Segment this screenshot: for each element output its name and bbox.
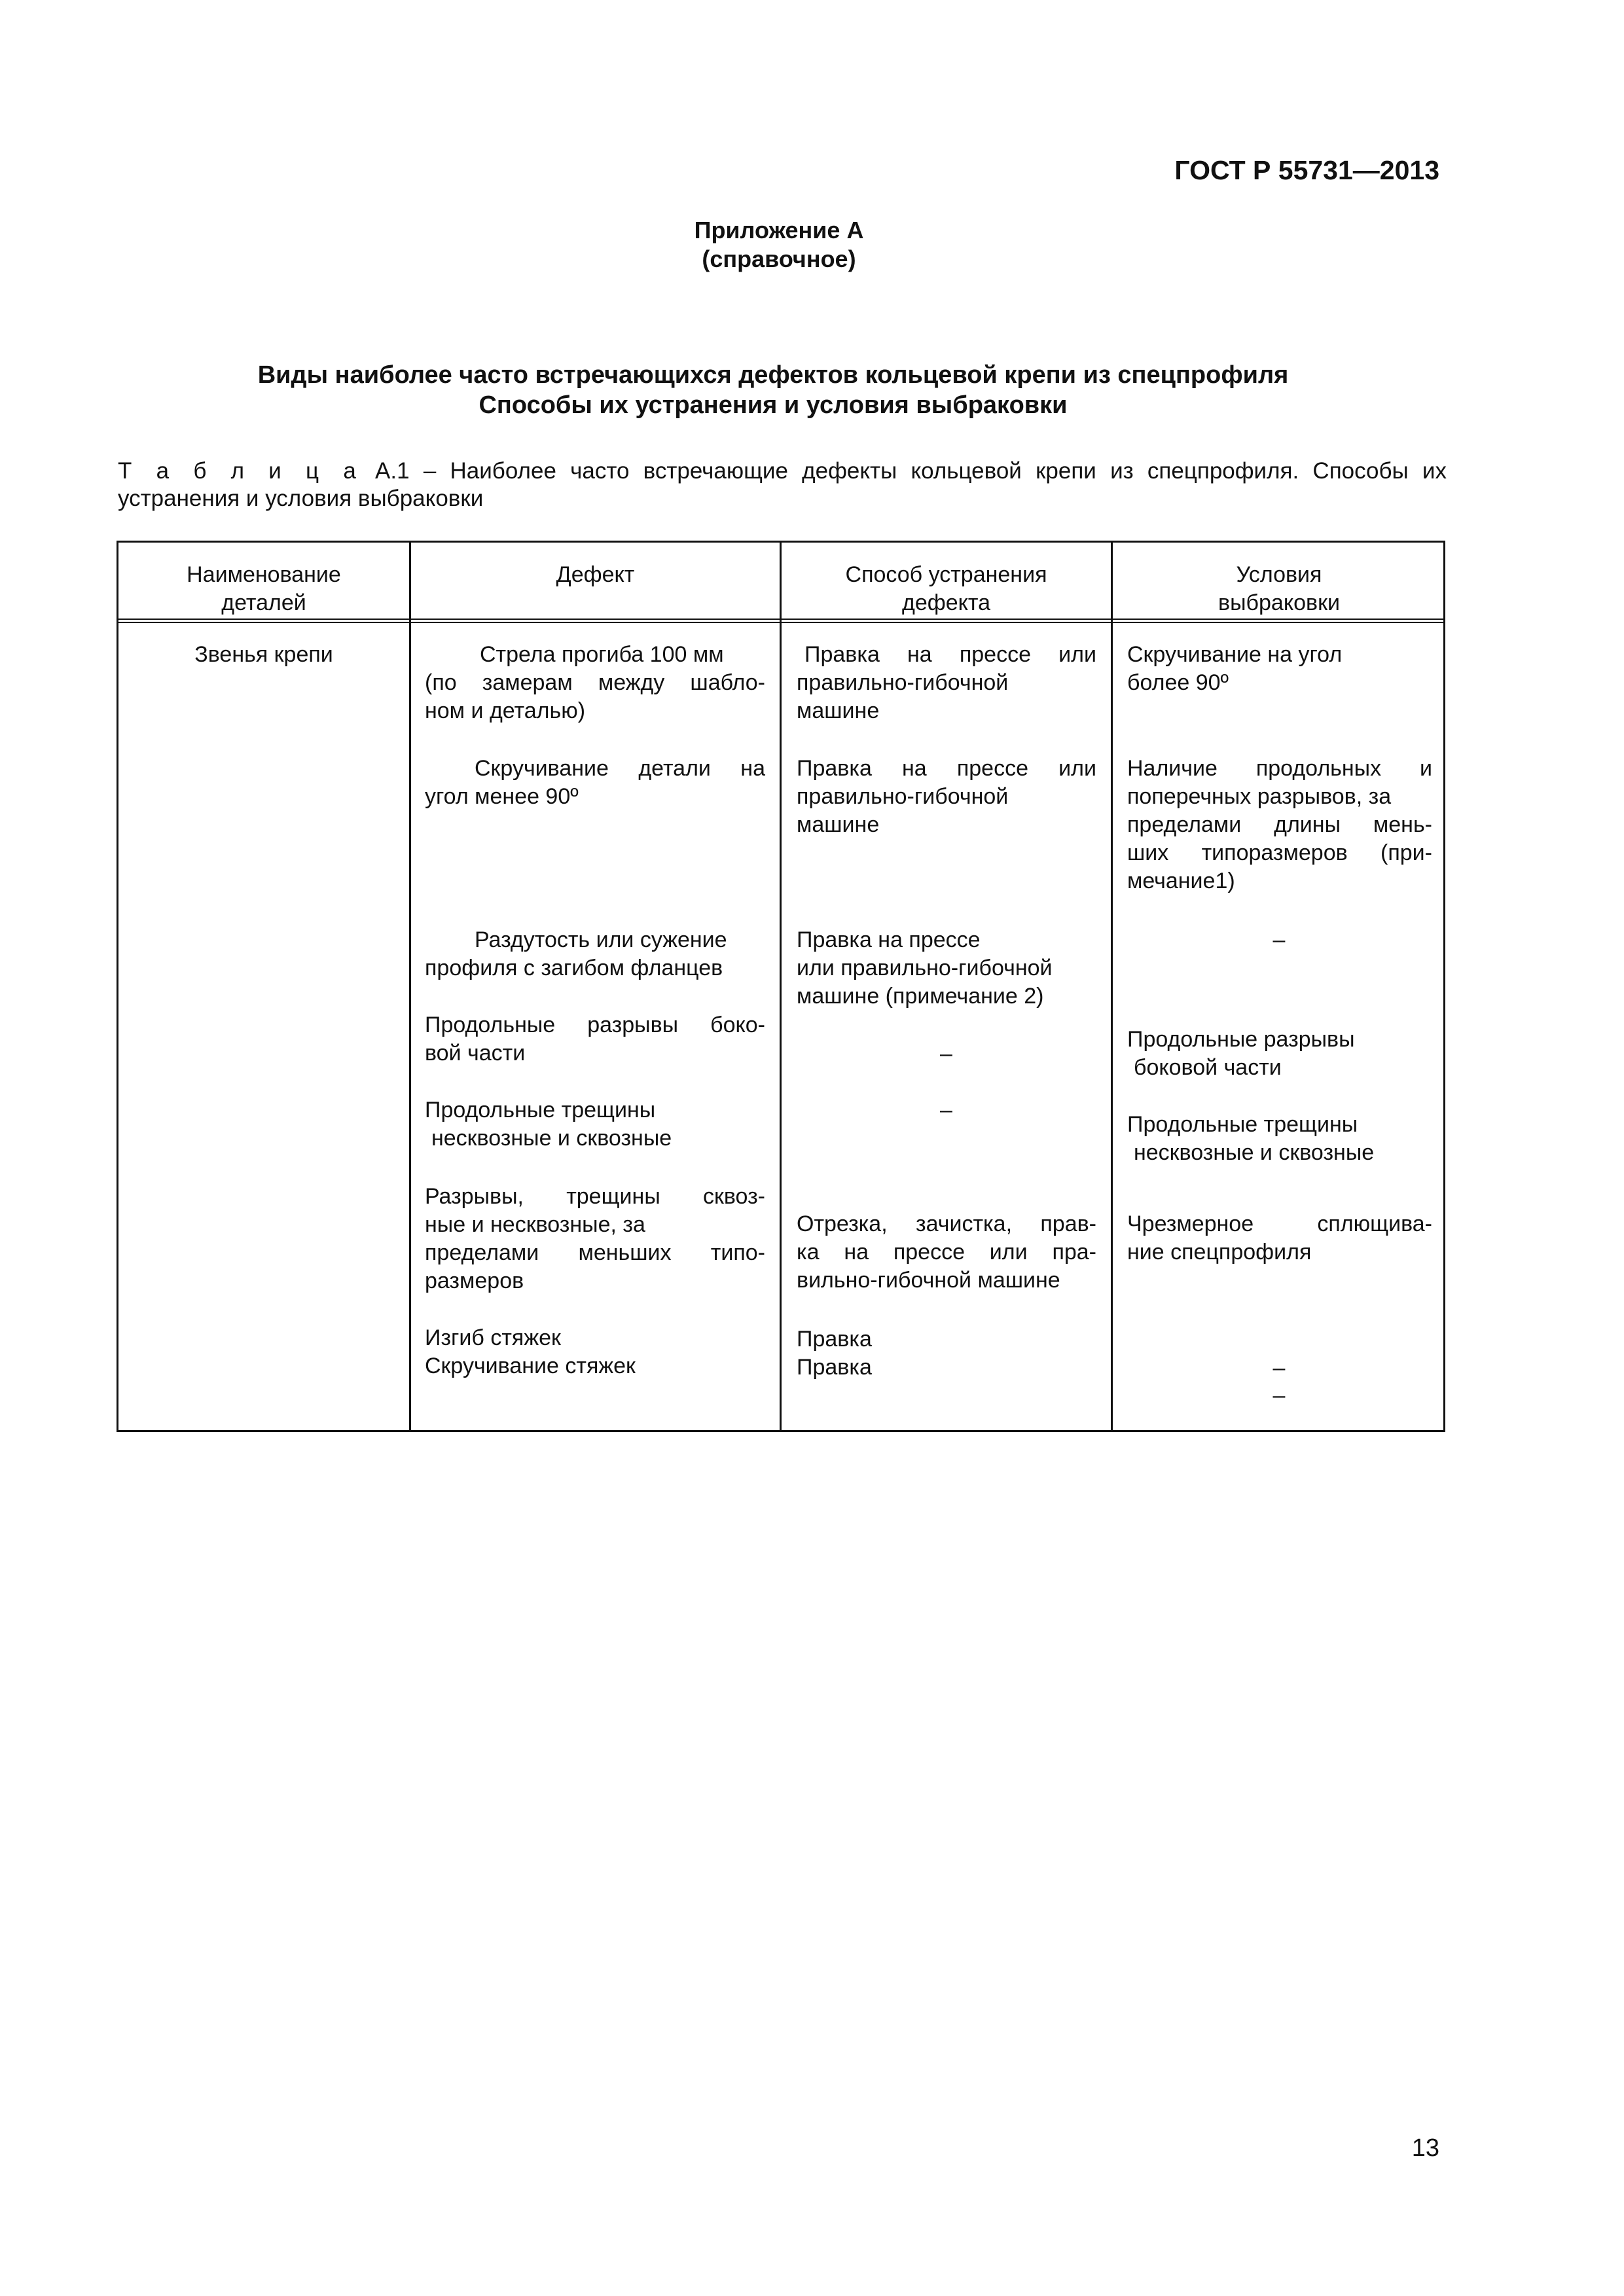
method-dash: –: [940, 1098, 952, 1122]
method-line: Правка на прессе или: [804, 642, 1096, 667]
defect-line: профиля с загибом фланцев: [425, 956, 723, 980]
table-caption-line1: [118, 457, 1447, 485]
defects-table: [117, 541, 1445, 1432]
method-cell: [797, 641, 1096, 725]
page-number: 13: [1411, 2134, 1439, 2162]
table-caption-label: Т а б л и ц а: [118, 458, 361, 484]
defect-line: (по замерам между шабло-: [425, 670, 765, 695]
defect-line: Стрела прогиба 100 мм: [480, 642, 724, 667]
rejection-cell: [1127, 755, 1432, 895]
header-text: Способ устранения: [845, 562, 1047, 587]
part-name: Звенья крепи: [194, 642, 333, 667]
rejection-line: несквозные и сквозные: [1134, 1140, 1375, 1165]
method-line: Правка: [797, 1327, 872, 1352]
method-line: Отрезка, зачистка, прав-: [797, 1211, 1096, 1236]
defect-line: вой части: [425, 1041, 526, 1066]
header-text: деталей: [221, 590, 306, 615]
standard-code: ГОСТ Р 55731—2013: [1174, 155, 1439, 185]
defect-line: Раздутость или сужение: [475, 927, 727, 952]
rejection-line: пределами длины мень-: [1127, 812, 1432, 837]
column-divider: [780, 543, 782, 1430]
table-caption: [118, 457, 1447, 512]
method-line: машине: [797, 698, 880, 723]
header-text: Наименование: [187, 562, 341, 587]
method-line: правильно-гибочной: [797, 784, 1009, 809]
rejection-line: мечание1): [1127, 869, 1235, 893]
defect-line: Продольные трещины: [425, 1098, 656, 1122]
defect-cell: [425, 755, 765, 811]
method-dash: –: [940, 1041, 952, 1066]
method-line: Правка на прессе или: [797, 756, 1096, 781]
defect-line: Продольные разрывы боко-: [425, 1013, 765, 1037]
defect-cell: [425, 641, 765, 725]
rejection-cell: [1127, 1026, 1432, 1082]
defect-line: угол менее 90º: [425, 784, 579, 809]
header-text: Дефект: [556, 562, 635, 587]
method-line: Правка: [797, 1355, 872, 1380]
defect-cell: [425, 1324, 765, 1380]
rejection-dash: –: [1272, 927, 1286, 952]
annex-heading: [0, 216, 1558, 274]
document-title-line2: Способы их устранения и условия выбраковки: [478, 391, 1068, 419]
defect-line: Разрывы, трещины сквоз-: [425, 1184, 765, 1209]
rejection-line: Наличие продольных и: [1127, 756, 1432, 781]
header-text: выбраковки: [1218, 590, 1340, 615]
method-line: машине (примечание 2): [797, 984, 1044, 1009]
rejection-line: Чрезмерное сплющива-: [1127, 1211, 1432, 1236]
defect-line: Изгиб стяжек: [425, 1325, 561, 1350]
method-line: ка на прессе или пра-: [797, 1240, 1096, 1265]
header-divider: [118, 622, 1443, 623]
header-text: Условия: [1236, 562, 1322, 587]
rejection-cell: [1127, 1111, 1432, 1167]
defect-line: ные и несквозные, за: [425, 1212, 645, 1237]
defect-cell: [425, 1183, 765, 1295]
rejection-line: боковой части: [1134, 1055, 1282, 1080]
rejection-cell: [1127, 1210, 1432, 1266]
defect-line: Скручивание стяжек: [425, 1354, 636, 1378]
header-method: [782, 561, 1111, 617]
column-divider: [409, 543, 411, 1430]
rejection-line: более 90º: [1127, 670, 1229, 695]
method-cell: [797, 1325, 1096, 1382]
annex-subtitle: (справочное): [702, 245, 856, 272]
header-text: дефекта: [902, 590, 990, 615]
defect-line: ном и деталью): [425, 698, 586, 723]
rejection-line: ние спецпрофиля: [1127, 1240, 1312, 1265]
method-line: вильно-гибочной машине: [797, 1268, 1060, 1293]
defect-line: размеров: [425, 1268, 524, 1293]
table-caption-text: А.1 – Наиболее часто встречающие дефекты кольцевой крепи из спецпрофиля. Способы их: [375, 458, 1447, 484]
header-divider: [118, 619, 1443, 620]
header-part-name: [118, 561, 409, 617]
rejection-dash: –: [1272, 1355, 1286, 1380]
part-name-cell: [118, 641, 409, 669]
method-cell: [797, 1210, 1096, 1295]
defect-line: несквозные и сквозные: [431, 1126, 672, 1151]
rejection-dash: –: [1272, 1383, 1286, 1408]
rejection-line: Продольные разрывы: [1127, 1027, 1355, 1052]
rejection-line: поперечных разрывов, за: [1127, 784, 1392, 809]
rejection-line: Продольные трещины: [1127, 1112, 1358, 1137]
defect-line: Скручивание детали на: [475, 756, 765, 781]
header-rejection: [1113, 561, 1445, 617]
method-line: или правильно-гибочной: [797, 956, 1053, 980]
defect-line: пределами меньших типо-: [425, 1240, 765, 1265]
document-title: [0, 360, 1546, 420]
annex-title: Приложение А: [694, 217, 864, 243]
method-line: правильно-гибочной: [797, 670, 1009, 695]
rejection-line: ших типоразмеров (при-: [1127, 840, 1432, 865]
defect-cell: [425, 1096, 765, 1153]
defect-cell: [425, 1011, 765, 1067]
method-line: Правка на прессе: [797, 927, 981, 952]
defect-cell: [425, 926, 765, 982]
rejection-line: Скручивание на угол: [1127, 642, 1343, 667]
table-caption-line2: устранения и условия выбраковки: [118, 486, 484, 511]
column-divider: [1111, 543, 1113, 1430]
rejection-cell: [1127, 641, 1432, 697]
header-defect: [411, 561, 780, 589]
method-line: машине: [797, 812, 880, 837]
method-cell: [797, 755, 1096, 839]
document-title-line1: Виды наиболее часто встречающихся дефектов кольцевой крепи из спецпрофиля: [257, 361, 1289, 389]
method-cell: [797, 926, 1096, 1011]
